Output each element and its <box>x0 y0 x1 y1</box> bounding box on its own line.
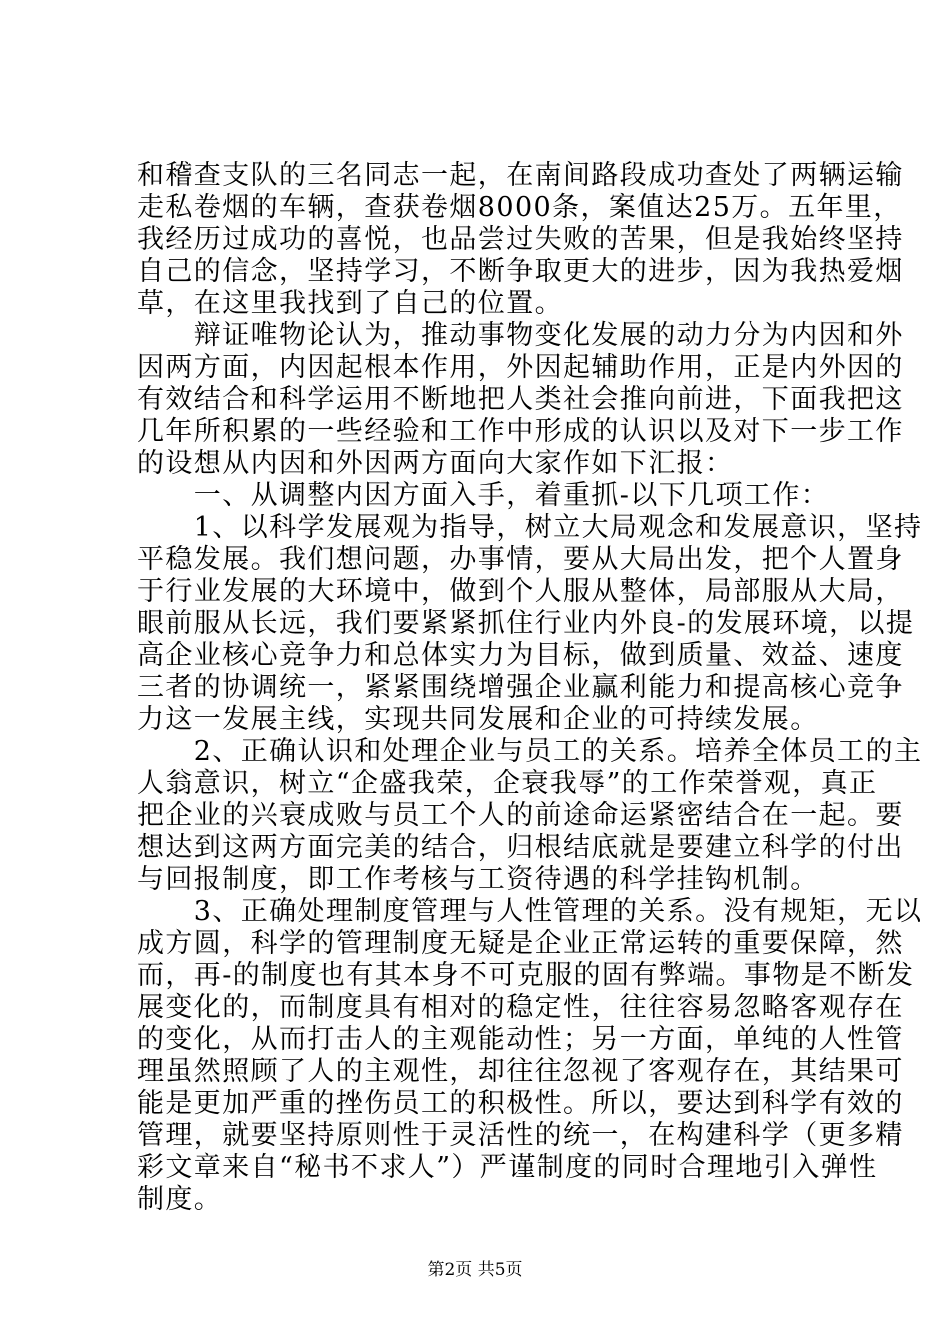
text-line: 的变化，从而打击人的主观能动性；另一方面，单纯的人性管 <box>137 1024 904 1055</box>
text-line: 的设想从内因和外因两方面向大家作如下汇报： <box>137 448 734 479</box>
text-line: 自己的信念，坚持学习，不断争取更大的进步，因为我热爱烟 <box>137 256 904 287</box>
text-line: 展变化的，而制度具有相对的稳定性，往往容易忽略客观存在 <box>137 992 904 1023</box>
text-line: 于行业发展的大环境中，做到个人服从整体，局部服从大局， <box>137 576 904 607</box>
text-line: 能是更加严重的挫伤员工的积极性。所以，要达到科学有效的 <box>137 1088 904 1119</box>
text-line: 眼前服从长远，我们要紧紧抓住行业内外良-的发展环境，以提 <box>137 608 915 639</box>
text-line: 理虽然照顾了人的主观性，却往往忽视了客观存在，其结果可 <box>137 1056 904 1087</box>
text-line: 辩证唯物论认为，推动事物变化发展的动力分为内因和外 <box>137 320 904 351</box>
text-line: 制度。 <box>137 1184 223 1215</box>
text-line: 我经历过成功的喜悦，也品尝过失败的苦果，但是我始终坚持 <box>137 224 904 255</box>
text-line: 人翁意识，树立“企盛我荣，企衰我辱”的工作荣誉观，真正 <box>137 768 878 799</box>
text-line: 与回报制度，即工作考核与工资待遇的科学挂钩机制。 <box>137 864 819 895</box>
page-number-label: 第2页 共5页 <box>427 1260 523 1280</box>
text-line: 把企业的兴衰成败与员工个人的前途命运紧密结合在一起。要 <box>137 800 904 831</box>
text-line: 而，再-的制度也有其本身不可克服的固有弊端。事物是不断发 <box>137 960 915 991</box>
text-line: 想达到这两方面完美的结合，归根结底就是要建立科学的付出 <box>137 832 904 863</box>
text-line: 走私卷烟的车辆，查获卷烟8000条，案值达25万。五年里， <box>137 192 902 223</box>
text-line: 有效结合和科学运用不断地把人类社会推向前进，下面我把这 <box>137 384 904 415</box>
text-line: 和稽查支队的三名同志一起，在南间路段成功查处了两辆运输 <box>137 160 904 191</box>
text-line: 一、从调整内因方面入手，着重抓-以下几项工作： <box>137 480 830 511</box>
text-line: 草，在这里我找到了自己的位置。 <box>137 288 563 319</box>
text-line: 几年所积累的一些经验和工作中形成的认识以及对下一步工作 <box>137 416 904 447</box>
text-line: 3、正确处理制度管理与人性管理的关系。没有规矩，无以 <box>137 896 923 927</box>
text-line: 平稳发展。我们想问题，办事情，要从大局出发，把个人置身 <box>137 544 904 575</box>
text-line: 管理，就要坚持原则性于灵活性的统一，在构建科学（更多精 <box>137 1120 904 1151</box>
page-footer <box>0 1258 950 1282</box>
text-line: 2、正确认识和处理企业与员工的关系。培养全体员工的主 <box>137 736 923 767</box>
text-line: 力这一发展主线，实现共同发展和企业的可持续发展。 <box>137 704 819 735</box>
text-line: 彩文章来自“秘书不求人”）严谨制度的同时合理地引入弹性 <box>137 1152 878 1183</box>
text-line: 高企业核心竞争力和总体实力为目标，做到质量、效益、速度 <box>137 640 904 671</box>
text-line: 1、以科学发展观为指导，树立大局观念和发展意识，坚持 <box>137 512 923 543</box>
text-line: 成方圆，科学的管理制度无疑是企业正常运转的重要保障，然 <box>137 928 904 959</box>
text-line: 因两方面，内因起根本作用，外因起辅助作用，正是内外因的 <box>137 352 904 383</box>
text-line: 三者的协调统一，紧紧围绕增强企业赢利能力和提高核心竞争 <box>137 672 904 703</box>
